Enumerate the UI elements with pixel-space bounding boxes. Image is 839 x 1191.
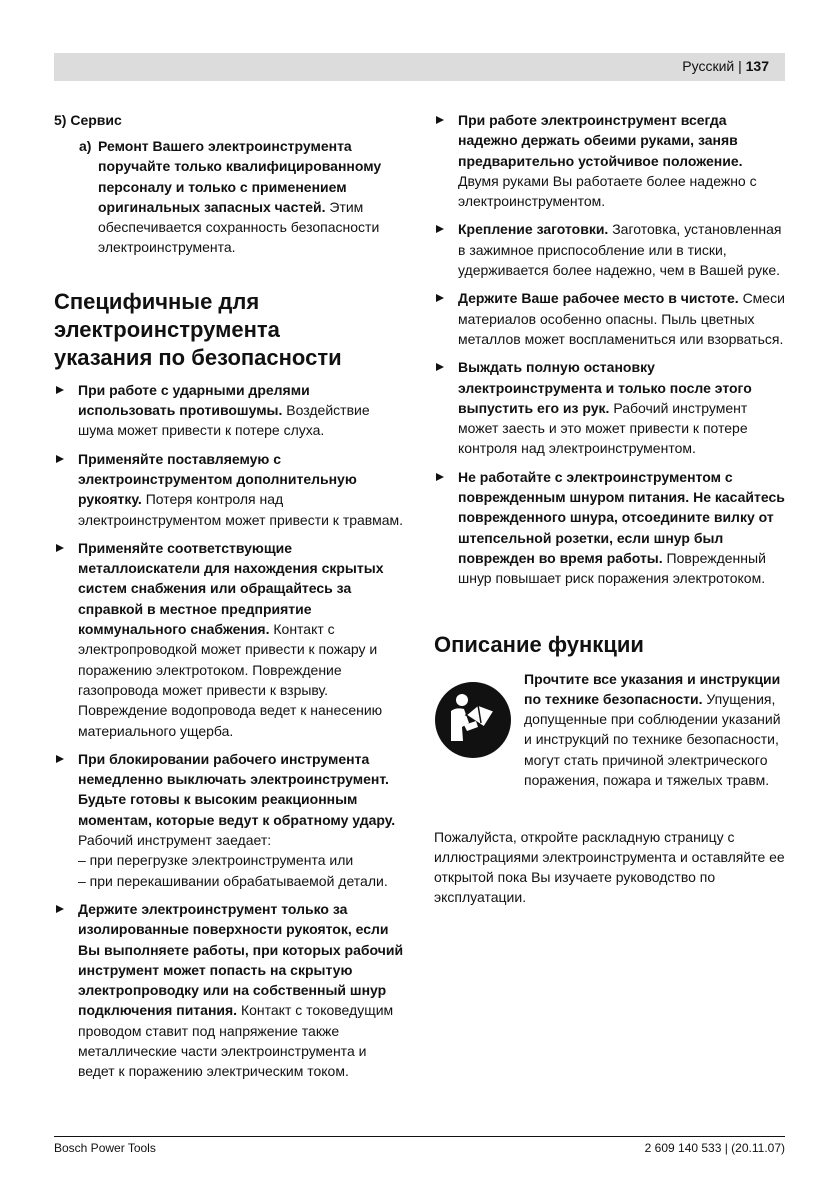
safety-bullet — [54, 538, 404, 741]
safety-bullet — [434, 288, 786, 349]
bullet-text: Контакт с токоведущим проводом ставит под напряжение также металлические части электроинструмента и ведет к поражению электрическим током. — [78, 1002, 394, 1080]
bullet-line: – при перекашивании обрабатываемой детали. — [78, 872, 388, 889]
notice-bold: Прочтите все указания и инструкции по технике безопасности. — [524, 670, 781, 707]
service-item — [79, 136, 404, 258]
bullet-text: Двумя руками Вы работаете более надежно с электроинструментом. — [458, 172, 757, 210]
function-title: Описание функции — [434, 631, 644, 657]
service-item-text: Этим обеспечивается сохранность безопасности электроинструмента. — [98, 198, 380, 256]
section-title-line: Специфичные для — [54, 288, 260, 314]
bullet-text: Воздействие шума может привести к потере слуха. — [78, 402, 370, 439]
safety-bullet — [54, 449, 404, 530]
bullet-bold: Применяйте соответствующие металлоискатели для нахождения скрытых систем снабжения или обращайтесь за справкой в местное предприятие коммунального снабжения. — [78, 539, 384, 638]
bullet-arrow-icon — [436, 225, 444, 233]
section-title-line: электроинструмента — [54, 316, 280, 342]
bullet-arrow-icon — [56, 905, 64, 913]
notice-text — [524, 669, 786, 791]
footer-rule — [54, 1136, 785, 1137]
bullet-text: Поврежденный шнур повышает риск поражения электротоком. — [458, 549, 766, 587]
right-column — [434, 110, 786, 908]
notice-normal: Упущения, допущенные при соблюдении указаний и инструкций по технике безопасности, могут стать причиной электрического поражения, пожара и тяжелых травм. — [524, 690, 781, 789]
safety-bullet — [54, 380, 404, 441]
bullet-arrow-icon — [436, 116, 444, 124]
read-manual-icon — [434, 681, 514, 761]
bullet-bold: Крепление заготовки. — [458, 221, 609, 238]
bullet-arrow-icon — [56, 386, 64, 394]
bullet-arrow-icon — [436, 294, 444, 302]
bullet-arrow-icon — [436, 473, 444, 481]
safety-bullet — [434, 110, 786, 211]
page-number: 137 — [745, 58, 769, 74]
closing-paragraph: Пожалуйста, откройте раскладную страницу с иллюстрациями электроинструмента и оставляйте ее открытой пока Вы изучаете руководство по эксплуатации. — [434, 828, 785, 906]
bullet-arrow-icon — [56, 755, 64, 763]
footer-doc-id: 2 609 140 533 | (20.11.07) — [644, 1141, 785, 1155]
bullet-bold: При работе электроинструмент всегда надежно держать обеими руками, заняв предварительно устойчивое положение. — [458, 112, 743, 169]
bullet-bold: При блокировании рабочего инструмента немедленно выключать электроинструмент. Будьте готовы к высоким реакционным моментам, которые ведут к обратному удару. — [78, 750, 396, 828]
section-title-line: указания по безопасности — [54, 344, 342, 370]
safety-bullet — [434, 219, 786, 280]
bullet-arrow-icon — [436, 363, 444, 371]
bullet-text: Потеря контроля над электроинструментом может привести к травмам. — [78, 491, 404, 528]
service-item-bold: Ремонт Вашего электроинструмента поручайте только квалифицированному персоналу и только с применением оригинальных запасных частей. — [98, 138, 382, 215]
bullet-arrow-icon — [56, 455, 64, 463]
notice-block — [434, 669, 786, 819]
safety-bullet — [434, 467, 786, 589]
bullet-text: Заготовка, установленная в зажимное приспособление или в тиски, удерживается более надежно, чем в Вашей руке. — [458, 221, 782, 279]
page-header — [54, 53, 785, 81]
bullet-bold: Держите Ваше рабочее место в чистоте. — [458, 290, 739, 307]
safety-bullet — [54, 899, 404, 1082]
bullet-bold: Применяйте поставляемую с электроинструментом дополнительную рукоятку. — [78, 450, 357, 508]
header-language: Русский — [682, 58, 735, 74]
bullet-text: Рабочий инструмент заедает: — [78, 832, 272, 849]
safety-bullet — [54, 749, 404, 891]
footer-brand: Bosch Power Tools — [54, 1141, 156, 1155]
bullet-text: Рабочий инструмент может заесть и это может привести к потере контроля над электроинструментом. — [458, 399, 748, 457]
bullet-bold: Выждать полную остановку электроинструмента и только после этого выпустить его из рук. — [458, 359, 752, 416]
header-text: Русский | 137 — [682, 58, 769, 74]
bullet-bold: Не работайте с электроинструментом с поврежденным шнуром питания. Не касайтесь поврежденного шнура, отсоедините вилку от штепсельной розетки, если шнур был поврежден во время работы. — [458, 468, 785, 566]
bullet-bold: При работе с ударными дрелями использовать противошумы. — [78, 381, 310, 419]
left-column — [54, 110, 404, 1090]
bullet-bold: Держите электроинструмент только за изолированные поверхности рукояток, если Вы выполняете работы, при которых рабочий инструмент может попасть на скрытую электропроводку или на собственный шнур подключения питания. — [78, 900, 404, 1019]
bullet-text: Смеси материалов особенно опасны. Пыль цветных металлов может воспламениться или взорваться. — [458, 290, 785, 347]
service-heading: 5) Сервис — [54, 112, 122, 128]
safety-bullet — [434, 357, 786, 458]
bullet-text: Контакт с электропроводкой может привести к пожару и поражению электротоком. Повреждение газопровода может привести к взрыву. Повреждение водопровода ведет к нанесению материального ущерба. — [78, 621, 383, 739]
bullet-line: – при перегрузке электроинструмента или — [78, 852, 354, 869]
service-item-letter: a) — [79, 138, 92, 154]
bullet-arrow-icon — [56, 544, 64, 552]
section-title — [54, 288, 404, 372]
